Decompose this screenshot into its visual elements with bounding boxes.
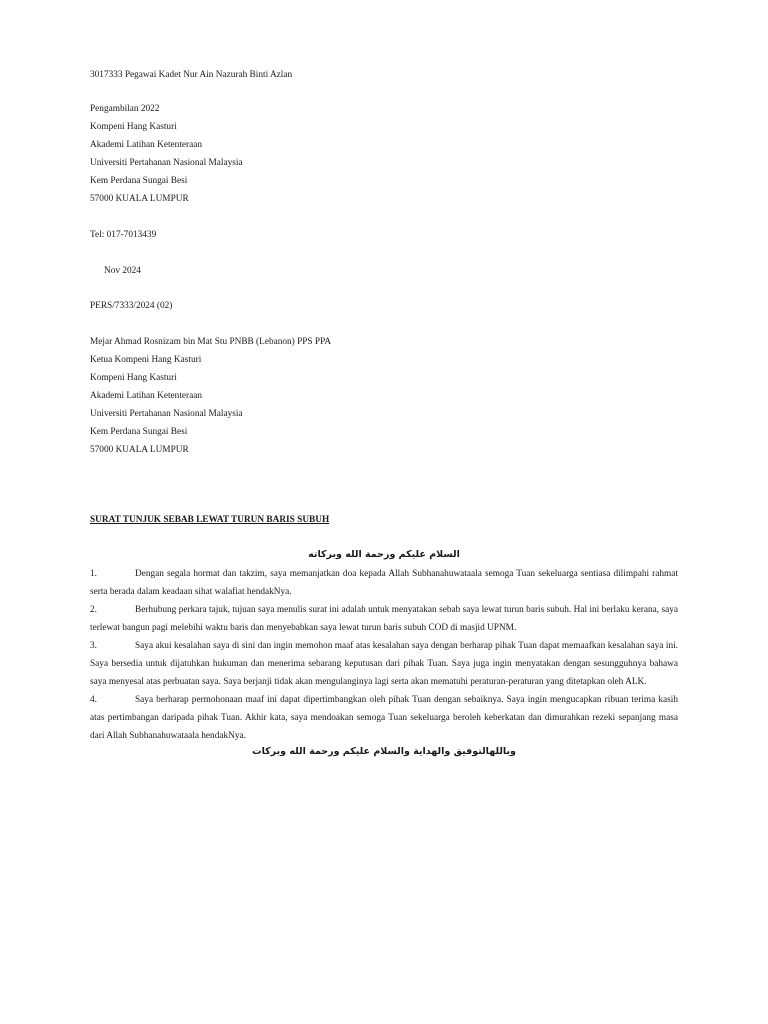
arabic-closing: وباللهالتوفيق والهداية والسلام عليكم ورحمة الله وبركات <box>252 746 516 757</box>
paragraph-text: Saya akui kesalahan saya di sini dan ingin memohon maaf atas kesalahan saya dengan berharap pihak Tuan dapat memaafkan kesalahan saya ini. Saya bersedia untuk dijatuhkan hukuman dan menerima sebarang keputusan dari pihak Tuan. Saya juga ingin menyatakan dengan sesungguhnya bahawa saya menyesal atas perbuatan saya. Saya berjanji tidak akan mengulanginya lagi serta akan mematuhi peraturan-peraturan yang ditetapkan oleh ALK. <box>90 641 678 687</box>
recipient-line: Kompeni Hang Kasturi <box>90 373 177 383</box>
sender-address-line: Akademi Latihan Ketenteraan <box>90 140 203 150</box>
arabic-greeting: السلام عليكم ورحمة الله وبركاته <box>308 549 460 560</box>
sender-address-line: Universiti Pertahanan Nasional Malaysia <box>90 158 243 168</box>
recipient-line: Akademi Latihan Ketenteraan <box>90 391 203 401</box>
paragraph-number: 4. <box>90 695 97 705</box>
body-paragraph <box>90 691 678 745</box>
sender-telephone: Tel: 017-7013439 <box>90 230 157 240</box>
reference-number: PERS/7333/2024 (02) <box>90 301 173 311</box>
recipient-line: 57000 KUALA LUMPUR <box>90 445 189 455</box>
sender-address-line: Pengambilan 2022 <box>90 104 160 114</box>
recipient-line: Universiti Pertahanan Nasional Malaysia <box>90 409 243 419</box>
paragraph-number: 2. <box>90 605 97 615</box>
paragraph-number: 1. <box>90 569 97 579</box>
paragraph-text: Dengan segala hormat dan takzim, saya memanjatkan doa kepada Allah Subhanahuwataala semoga Tuan sekeluarga sentiasa dilimpahi rahmat serta berada dalam keadaan sihat walafiat hendakNya. <box>90 569 678 597</box>
body-paragraph <box>90 601 678 637</box>
recipient-line: Mejar Ahmad Rosnizam bin Mat Stu PNBB (Lebanon) PPS PPA <box>90 337 332 347</box>
paragraph-text: Berhubung perkara tajuk, tujuan saya menulis surat ini adalah untuk menyatakan sebab saya lewat turun baris subuh. Hal ini berlaku kerana, saya terlewat bangun pagi melebihi waktu baris dan menyebabkan saya lewat turun baris subuh COD di masjid UPNM. <box>90 605 678 633</box>
sender-address-line: 57000 KUALA LUMPUR <box>90 194 189 204</box>
recipient-line: Kem Perdana Sungai Besi <box>90 427 188 437</box>
sender-name: 3017333 Pegawai Kadet Nur Ain Nazurah Binti Azlan <box>90 70 293 80</box>
paragraph-text: Saya berharap permohonaan maaf ini dapat dipertimbangkan oleh pihak Tuan dengan sebaiknya. Saya ingin mengucapkan ribuan terima kasih atas pertimbangan daripada pihak Tuan. Akhir kata, saya mendoakan semoga Tuan sekeluarga beroleh keberkatan dan dimurahkan rezeki sepanjang masa dari Allah Subhanahuwataala hendakNya. <box>90 695 678 741</box>
letter-subject: SURAT TUNJUK SEBAB LEWAT TURUN BARIS SUBUH <box>90 515 330 525</box>
body-paragraph <box>90 637 678 691</box>
sender-address-line: Kompeni Hang Kasturi <box>90 122 177 132</box>
sender-address-line: Kem Perdana Sungai Besi <box>90 176 188 186</box>
recipient-line: Ketua Kompeni Hang Kasturi <box>90 355 202 365</box>
paragraph-number: 3. <box>90 641 97 651</box>
letter-date: Nov 2024 <box>104 266 141 276</box>
body-paragraph <box>90 565 678 601</box>
